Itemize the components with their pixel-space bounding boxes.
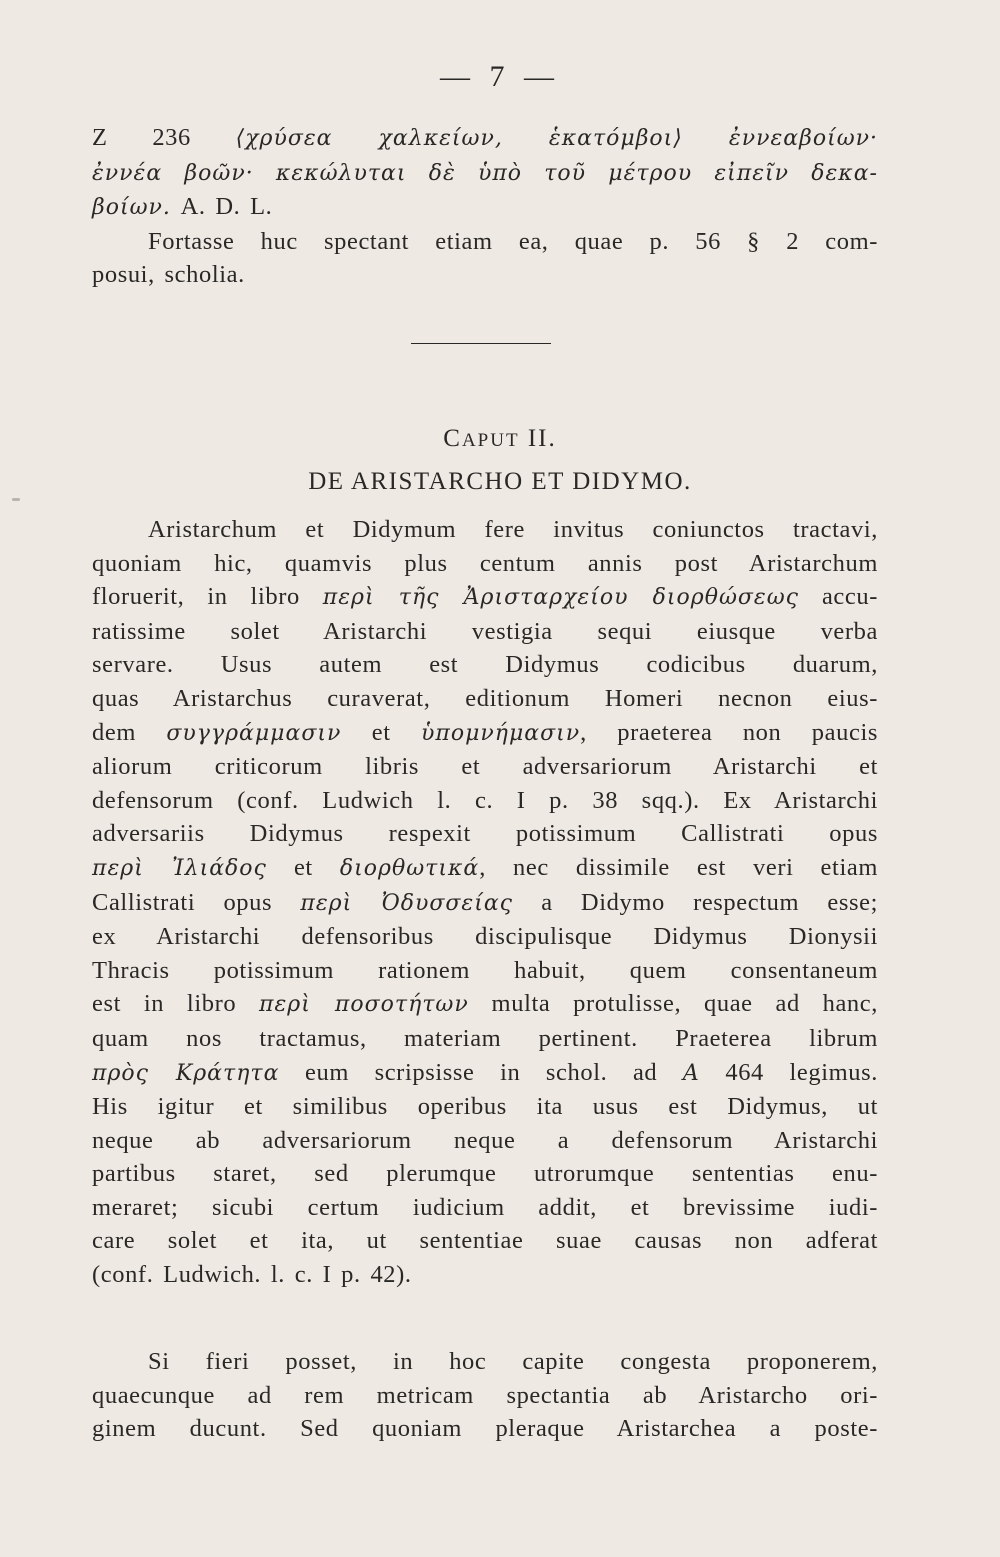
text-line (92, 1191, 878, 1225)
text-segment: Si fieri posset, in hoc capite congesta proponerem, (148, 1348, 878, 1375)
text-segment: et (341, 718, 422, 746)
chapter-number: II. (519, 425, 557, 452)
text-segment: ratissime solet Aristarchi vestigia sequi eiusque verba (92, 617, 878, 645)
greek-text: συγγράμμασιν (166, 720, 342, 746)
text-line (92, 1022, 878, 1056)
section-divider (411, 343, 551, 344)
text-segment: defensorum (conf. Ludwich l. c. I p. 38 sqq.). Ex Aristarchi (92, 786, 878, 814)
text-line (92, 851, 878, 886)
greek-text: περὶ τῆς Ἀρισταρχείου διορθώσεως (322, 585, 800, 611)
text-line (92, 1157, 878, 1191)
text-segment: quas Aristarchus curaverat, editionum Homeri necnon eius- (92, 684, 878, 712)
text-segment: His igitur et similibus operibus ita usus est Didymus, ut (92, 1093, 878, 1121)
chapter-label-initial: C (443, 425, 462, 452)
text-line (92, 1124, 878, 1158)
text-line (92, 258, 878, 292)
text-segment: Aristarchum et Didymum fere invitus coniunctos tractavi, (148, 516, 878, 543)
text-segment: , praeterea non paucis (580, 718, 878, 746)
text-segment: quoniam hic, quamvis plus centum annis post Aristarchum (92, 549, 878, 577)
text-line (92, 1056, 878, 1091)
text-segment: a Didymo respectum esse; (513, 888, 878, 916)
text-segment: Callistrati opus (92, 888, 301, 916)
greek-text: ⟨χρύσεα χαλκείων, ἑκατόμβοι⟩ ἐννεαβοίων· (235, 126, 878, 151)
text-line (92, 190, 878, 225)
text-segment: accu- (799, 583, 878, 611)
text-line (92, 1224, 878, 1258)
chapter-label (0, 425, 1000, 453)
body-paragraph (92, 513, 878, 1292)
text-segment: meraret; sicubi certum iudicium addit, et brevissime iudi- (92, 1193, 878, 1221)
text-line (92, 1345, 878, 1379)
text-line (92, 615, 878, 649)
text-line (92, 784, 878, 818)
text-segment: eum scripsisse in schol. ad (279, 1058, 683, 1086)
text-line (92, 987, 878, 1022)
text-segment: dem (92, 718, 167, 746)
text-line (92, 817, 878, 851)
greek-text: ὑπομνήμασιν (421, 720, 581, 746)
greek-text: διορθωτικά (339, 855, 480, 881)
greek-text: περὶ Ἰλιάδος (92, 855, 267, 881)
text-segment: care solet et ita, ut sententiae suae causas non adferat (92, 1227, 878, 1255)
text-segment: ginem ducunt. Sed quoniam pleraque Aristarchea a poste- (92, 1415, 878, 1443)
text-segment: floruerit, in libro (92, 583, 323, 611)
text-line (92, 920, 878, 954)
text-line (92, 750, 878, 784)
text-line (92, 682, 878, 716)
greek-text: πρὸς Κράτητα (92, 1060, 280, 1086)
greek-text: Α (682, 1060, 700, 1086)
text-segment: , nec dissimile est veri etiam (479, 853, 878, 881)
text-segment: ex Aristarchi defensoribus discipulisque Didymus Dionysii (92, 923, 878, 951)
text-line (92, 547, 878, 581)
greek-text: περὶ Ὀδυσσείας (300, 890, 513, 916)
text-segment: et (266, 853, 340, 881)
text-segment: Thracis potissimum rationem habuit, quem consentaneum (92, 956, 878, 984)
text-segment: servare. Usus autem est Didymus codicibus duarum, (92, 651, 878, 679)
text-line (92, 1258, 878, 1292)
text-segment: partibus staret, sed plerumque utrorumque sententias enu- (92, 1160, 878, 1188)
text-segment: est in libro (92, 990, 260, 1018)
text-line (92, 156, 878, 191)
page-number: — 7 — (440, 60, 560, 93)
text-line (92, 1412, 878, 1446)
chapter-title: DE ARISTARCHO ET DIDYMO. (308, 468, 692, 495)
text-segment: aliorum criticorum libris et adversariorum Aristarchi et (92, 753, 878, 781)
text-line (92, 648, 878, 682)
paper-speck (12, 498, 20, 501)
scholion-paragraph (92, 121, 878, 292)
text-segment: posui, scholia. (92, 261, 245, 289)
greek-text: περὶ ποσοτήτων (259, 992, 469, 1018)
text-segment: 464 legimus. (699, 1058, 878, 1086)
text-line (92, 954, 878, 988)
text-segment: Fortasse huc spectant etiam ea, quae p. 56 § 2 com- (148, 227, 878, 255)
greek-text: βοίων. (92, 195, 171, 221)
text-segment: adversariis Didymus respexit potissimum Callistrati opus (92, 820, 878, 848)
text-line (92, 1090, 878, 1124)
text-line (92, 580, 878, 615)
chapter-label-smallcaps: APUT (461, 430, 520, 451)
text-line (92, 121, 878, 156)
text-line (92, 513, 878, 547)
text-segment: quaecunque ad rem metricam spectantia ab Aristarcho ori- (92, 1381, 878, 1409)
greek-text: ἐννέα βοῶν· κεκώλυται δὲ ὑπὸ τοῦ μέτρου εἰπεῖν δεκα- (92, 160, 878, 186)
text-segment: Z 236 (92, 124, 236, 151)
text-line (92, 886, 878, 921)
text-line (92, 716, 878, 751)
text-segment: neque ab adversariorum neque a defensorum Aristarchi (92, 1126, 878, 1154)
text-line (92, 225, 878, 259)
text-segment: A. D. L. (170, 193, 273, 221)
text-line (92, 1379, 878, 1413)
text-segment: multa protulisse, quae ad hanc, (468, 990, 878, 1018)
closing-paragraph (92, 1345, 878, 1446)
text-segment: (conf. Ludwich. l. c. I p. 42). (92, 1261, 412, 1289)
text-segment: quam nos tractamus, materiam pertinent. Praeterea librum (92, 1024, 878, 1052)
